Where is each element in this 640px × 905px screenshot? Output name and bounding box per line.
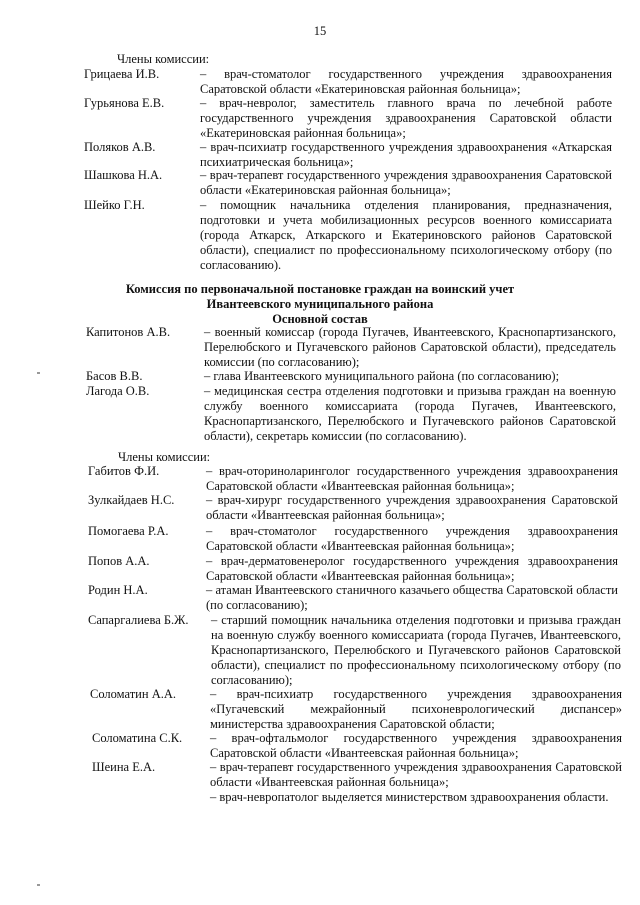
member-role: – врач-хирург государственного учреждения здравоохранения Саратовской области «Ивантеевская районная больница»;: [206, 493, 618, 523]
member-role: – врач-психиатр государственного учреждения здравоохранения «Пугачевский межрайонный психоневрологический диспансер» министерства здравоохранения Саратовской области;: [210, 687, 622, 732]
member-role: – врач-терапевт государственного учреждения здравоохранения Саратовской области «Екатериновская районная больница»;: [200, 168, 612, 198]
main-role: – военный комиссар (города Пугачев, Ивантеевского, Краснопартизанского, Перелюбского и Пугачевского районов Саратовской области), председатель комиссии (по согласованию);: [204, 325, 616, 370]
main-name: Басов В.В.: [86, 369, 143, 383]
page-number: 15: [313, 24, 327, 38]
member-role: – врач-дерматовенеролог государственного учреждения здравоохранения Саратовской области «Ивантеевская районная больница»;: [206, 554, 618, 584]
main-name: Лагода О.В.: [86, 384, 150, 398]
member-name: Габитов Ф.И.: [88, 464, 160, 478]
main-role: – медицинская сестра отделения подготовки и призыва граждан на военную службу военного комиссариата (города Пугачев, Ивантеевского, Краснопартизанского, Перелюбского и Пугачевского районов Саратовской области), секретарь комиссии (по согласованию).: [204, 384, 616, 444]
member-name: Шеина Е.А.: [92, 760, 156, 774]
member-name: Грицаева И.В.: [84, 67, 160, 81]
scan-mark: [37, 372, 40, 374]
member-name: Помогаева Р.А.: [88, 524, 169, 538]
main-role: – глава Ивантеевского муниципального района (по согласованию);: [204, 369, 616, 384]
member-role: – старший помощник начальника отделения подготовки и призыва граждан на военную службу военного комиссариата (города Пугачев, Ивантеевского, Краснопартизанского, Перелюбского и Пугачевского районов Саратовской области), специалист по профессиональному психологическому отбору (по согласованию);: [211, 613, 621, 688]
member-name: Шашкова Н.А.: [84, 168, 163, 182]
member-name: Гурьянова Е.В.: [84, 96, 165, 110]
member-name: Попов А.А.: [88, 554, 150, 568]
member-name: Сапаргалиева Б.Ж.: [88, 613, 189, 627]
member-role: – врач-оториноларинголог государственного учреждения здравоохранения Саратовской области «Ивантеевская районная больница»;: [206, 464, 618, 494]
commission-heading: Комиссия по первоначальной постановке граждан на воинский учет: [125, 282, 515, 296]
member-role: – врач-стоматолог государственного учреждения здравоохранения Саратовской области «Ивантеевская районная больница»;: [206, 524, 618, 554]
member-role: – врач-стоматолог государственного учреждения здравоохранения Саратовской области «Екатериновская районная больница»;: [200, 67, 612, 97]
member-role: – помощник начальника отделения планирования, предназначения, подготовки и учета мобилизационных ресурсов военного комиссариата (города Аткарск, Аткарского и Екатериновского районов Саратовской области), специалист по профессиональному психологическому отбору (по согласованию).: [200, 198, 612, 273]
member-name: Зулкайдаев Н.С.: [88, 493, 175, 507]
member-role: – врач-психиатр государственного учреждения здравоохранения «Аткарская психиатрическая больница»;: [200, 140, 612, 170]
members-label: Члены комиссии:: [117, 52, 210, 66]
member-role: – атаман Ивантеевского станичного казачьего общества Саратовской области (по согласованию);: [206, 583, 618, 613]
member-name: Соломатин А.А.: [90, 687, 176, 701]
member-name: Соломатина С.К.: [92, 731, 183, 745]
scan-mark: [37, 884, 40, 886]
member-role: – врач-невропатолог выделяется министерством здравоохранения области.: [210, 790, 622, 805]
members-label: Члены комиссии:: [118, 450, 211, 464]
member-name: Родин Н.А.: [88, 583, 148, 597]
member-name: Поляков А.В.: [84, 140, 156, 154]
main-name: Капитонов А.В.: [86, 325, 171, 339]
member-role: – врач-терапевт государственного учреждения здравоохранения Саратовской области «Ивантеевская районная больница»;: [210, 760, 622, 790]
commission-district: Ивантеевского муниципального района: [206, 297, 434, 311]
member-name: Шейко Г.Н.: [84, 198, 145, 212]
main-composition-heading: Основной состав: [272, 312, 368, 326]
member-role: – врач-невролог, заместитель главного врача по лечебной работе государственного учреждения здравоохранения Саратовской области «Екатериновская районная больница»;: [200, 96, 612, 141]
member-role: – врач-офтальмолог государственного учреждения здравоохранения Саратовской области «Ивантеевская районная больница»;: [210, 731, 622, 761]
